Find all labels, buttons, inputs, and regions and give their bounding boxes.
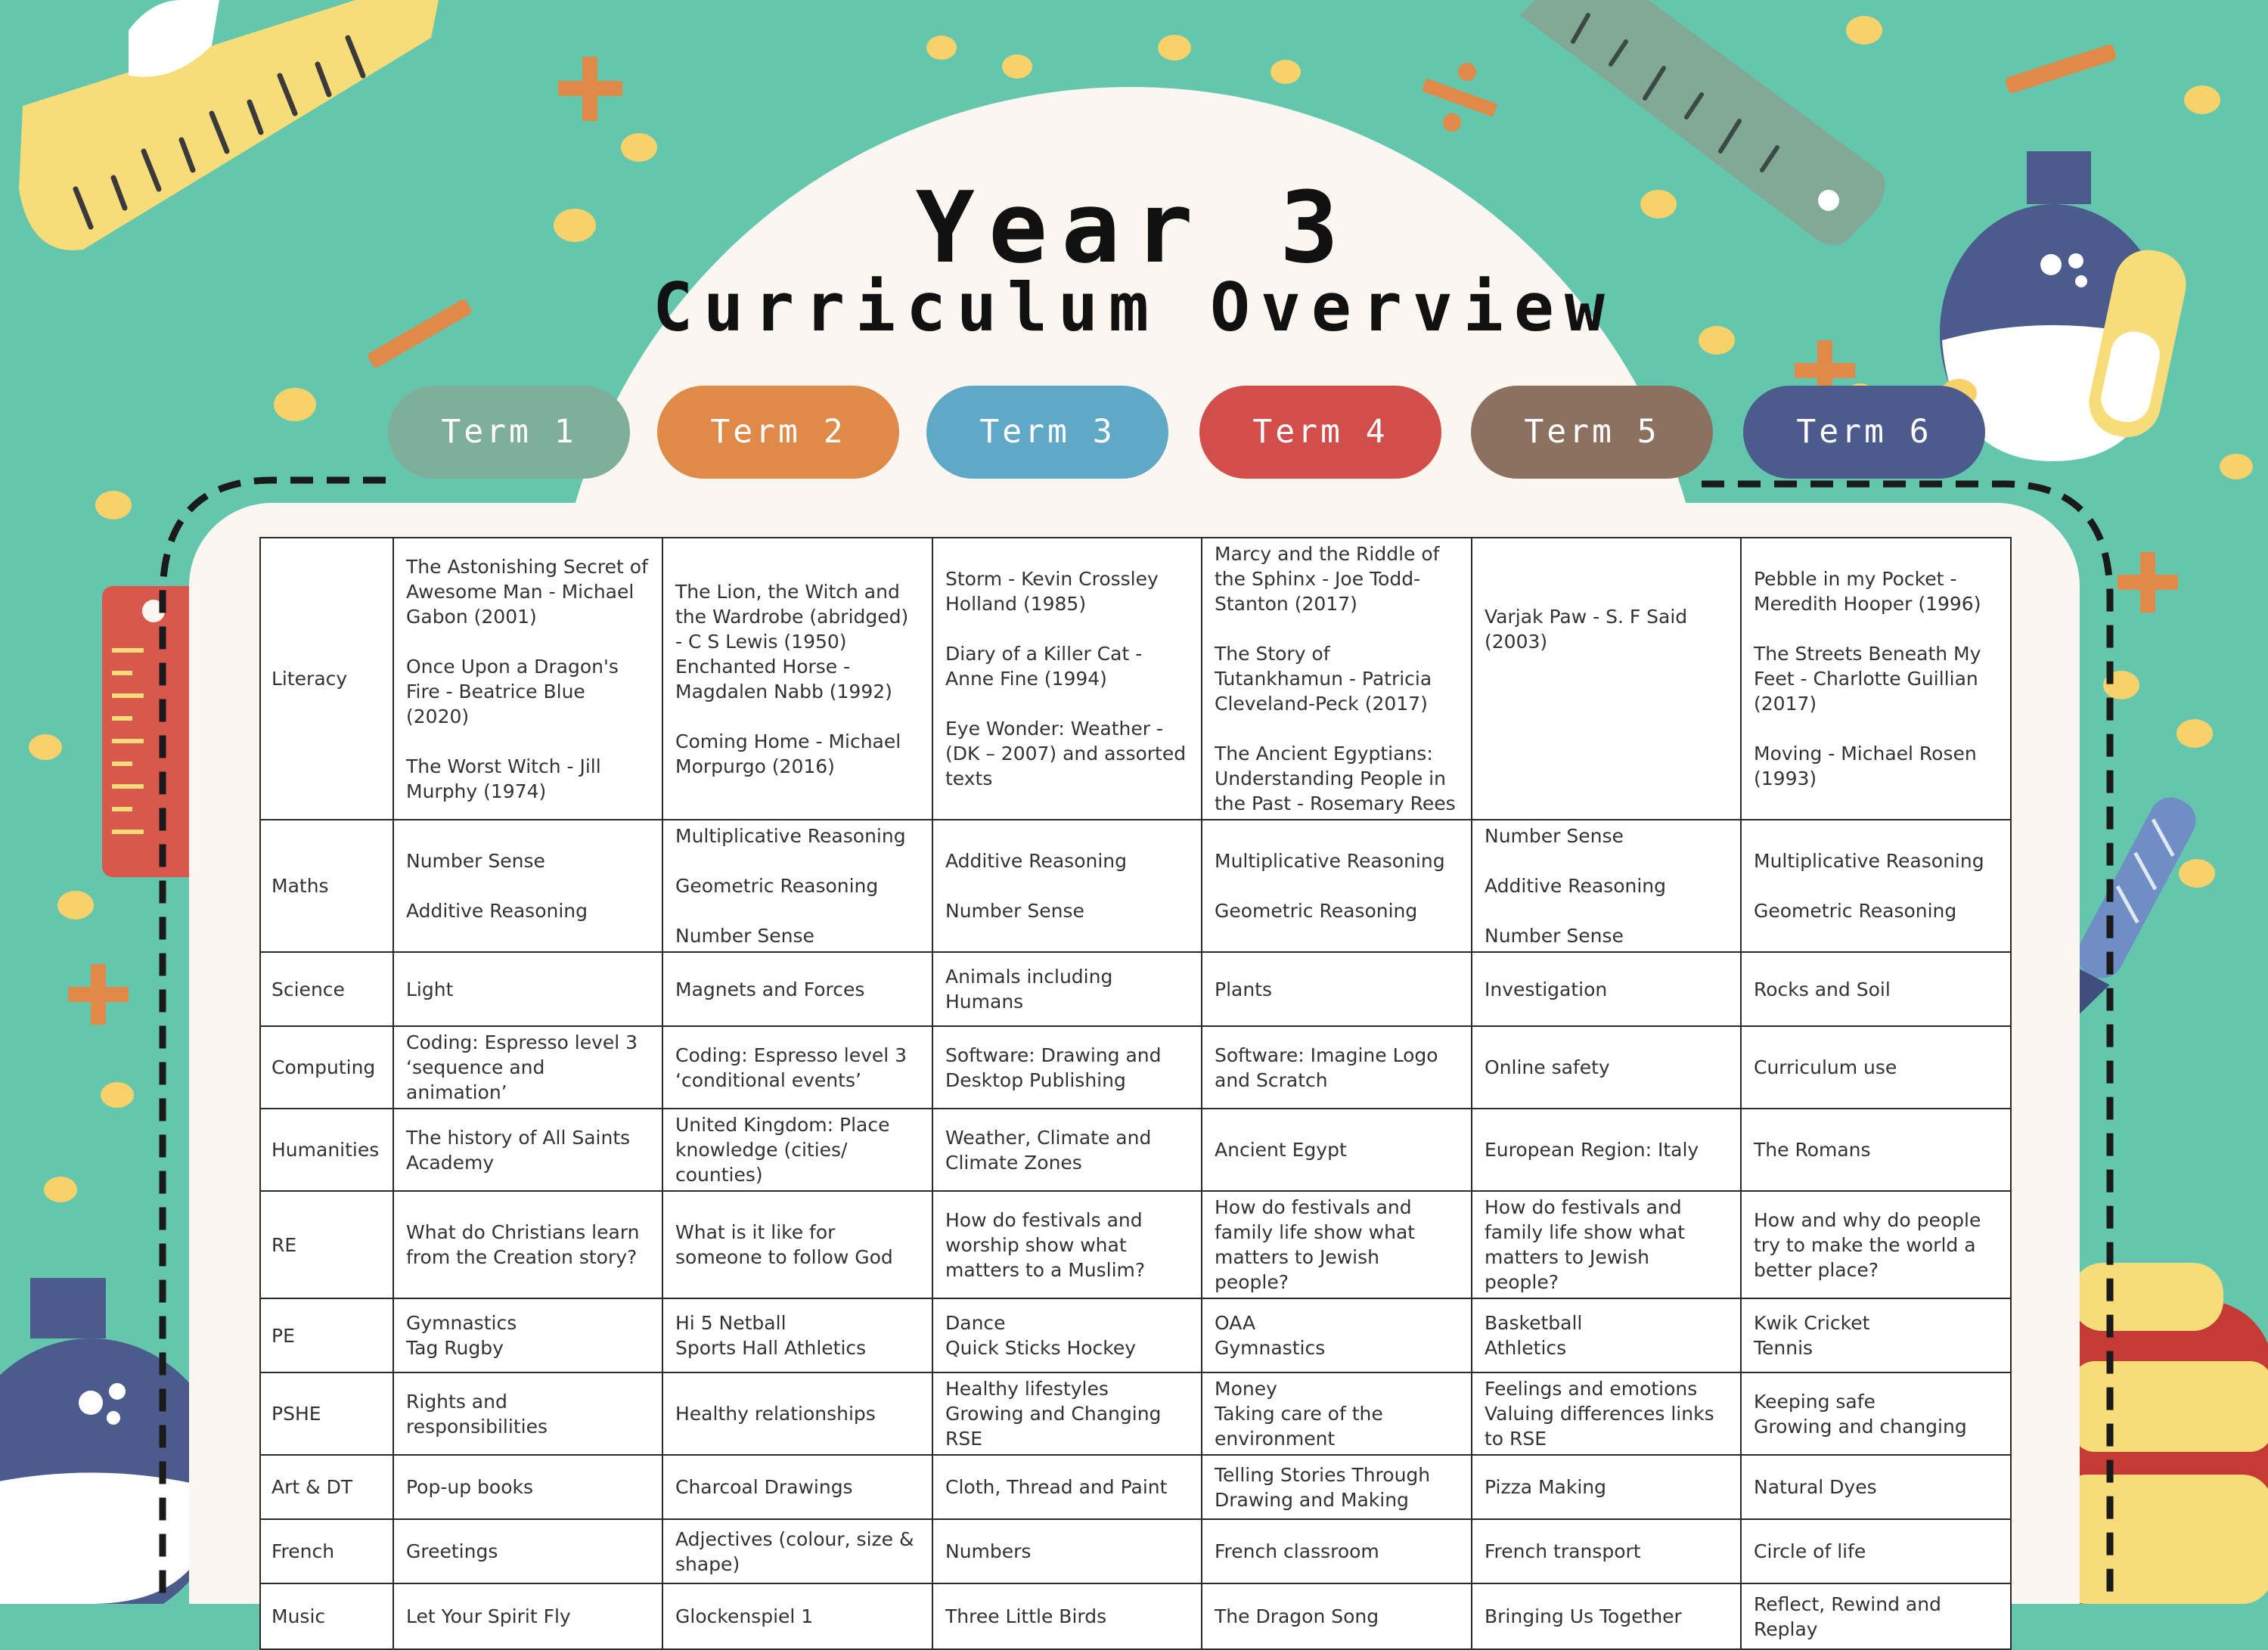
page-subtitle: Curriculum Overview (653, 268, 1615, 346)
curriculum-table (259, 537, 2012, 1650)
term-3-cell: Cloth, Thread and Paint (932, 1455, 1202, 1519)
term-5-pill: Term 5 (1471, 386, 1713, 479)
term-4-cell: Ancient Egypt (1202, 1109, 1472, 1191)
table-row (260, 1455, 2011, 1519)
subject-cell: Computing (260, 1026, 393, 1109)
term-4-cell: How do festivals and family life show what matters to Jewish people? (1202, 1191, 1472, 1298)
term-5-cell: Online safety (1472, 1026, 1741, 1109)
term-6-cell: Kwik Cricket Tennis (1741, 1298, 2011, 1372)
term-2-pill: Term 2 (657, 386, 899, 479)
term-4-cell: Plants (1202, 952, 1472, 1026)
table-row (260, 1583, 2011, 1649)
term-3-cell: How do festivals and worship show what matters to a Muslim? (932, 1191, 1202, 1298)
term-5-cell: French transport (1472, 1519, 1741, 1583)
term-2-cell: Adjectives (colour, size & shape) (662, 1519, 932, 1583)
term-1-cell: Gymnastics Tag Rugby (393, 1298, 662, 1372)
subject-cell: PSHE (260, 1372, 393, 1455)
term-6-cell: Keeping safe Growing and changing (1741, 1372, 2011, 1455)
subject-cell: Literacy (260, 538, 393, 820)
term-2-cell: Glockenspiel 1 (662, 1583, 932, 1649)
term-5-cell: European Region: Italy (1472, 1109, 1741, 1191)
term-1-cell: What do Christians learn from the Creation story? (393, 1191, 662, 1298)
subject-cell: French (260, 1519, 393, 1583)
term-6-cell: Reflect, Rewind and Replay (1741, 1583, 2011, 1649)
term-4-cell: French classroom (1202, 1519, 1472, 1583)
term-2-cell: Magnets and Forces (662, 952, 932, 1026)
term-1-cell: Coding: Espresso level 3 ‘sequence and animation’ (393, 1026, 662, 1109)
term-1-cell: Greetings (393, 1519, 662, 1583)
term-6-cell: Multiplicative Reasoning Geometric Reasoning (1741, 820, 2011, 952)
table-row (260, 1026, 2011, 1109)
table-row (260, 952, 2011, 1026)
term-3-cell: Storm - Kevin Crossley Holland (1985) Diary of a Killer Cat - Anne Fine (1994) Eye Wonder: Weather - (DK – 2007) and assorted texts (932, 538, 1202, 820)
term-5-cell: Varjak Paw - S. F Said (2003) (1472, 538, 1741, 820)
term-5-cell: Feelings and emotions Valuing differences links to RSE (1472, 1372, 1741, 1455)
term-1-cell: Rights and responsibilities (393, 1372, 662, 1455)
term-6-cell: Pebble in my Pocket - Meredith Hooper (1996) The Streets Beneath My Feet - Charlotte Guillian (2017) Moving - Michael Rosen (1993) (1741, 538, 2011, 820)
term-1-cell: Light (393, 952, 662, 1026)
subject-cell: Music (260, 1583, 393, 1649)
term-4-cell: The Dragon Song (1202, 1583, 1472, 1649)
term-3-pill: Term 3 (926, 386, 1168, 479)
term-2-cell: Healthy relationships (662, 1372, 932, 1455)
term-3-cell: Software: Drawing and Desktop Publishing (932, 1026, 1202, 1109)
term-2-cell: Coding: Espresso level 3 ‘conditional events’ (662, 1026, 932, 1109)
subject-cell: Art & DT (260, 1455, 393, 1519)
term-3-cell: Animals including Humans (932, 952, 1202, 1026)
term-1-cell: Let Your Spirit Fly (393, 1583, 662, 1649)
subject-cell: RE (260, 1191, 393, 1298)
term-4-pill: Term 4 (1199, 386, 1441, 479)
term-5-cell: Bringing Us Together (1472, 1583, 1741, 1649)
term-6-cell: How and why do people try to make the world a better place? (1741, 1191, 2011, 1298)
term-6-cell: Rocks and Soil (1741, 952, 2011, 1026)
table-row (260, 1372, 2011, 1455)
table-row (260, 538, 2011, 820)
subject-cell: Maths (260, 820, 393, 952)
term-1-pill: Term 1 (388, 386, 630, 479)
table-row (260, 820, 2011, 952)
term-2-cell: The Lion, the Witch and the Wardrobe (abridged) - C S Lewis (1950) Enchanted Horse - Magdalen Nabb (1992) Coming Home - Michael Morpurgo (2016) (662, 538, 932, 820)
term-1-cell: Pop-up books (393, 1455, 662, 1519)
term-6-cell: Curriculum use (1741, 1026, 2011, 1109)
term-1-cell: The Astonishing Secret of Awesome Man - Michael Gabon (2001) Once Upon a Dragon's Fire - Beatrice Blue (2020) The Worst Witch - Jill Murphy (1974) (393, 538, 662, 820)
table-row (260, 1519, 2011, 1583)
term-3-cell: Dance Quick Sticks Hockey (932, 1298, 1202, 1372)
term-2-cell: United Kingdom: Place knowledge (cities/ counties) (662, 1109, 932, 1191)
term-2-cell: Hi 5 Netball Sports Hall Athletics (662, 1298, 932, 1372)
term-5-cell: Pizza Making (1472, 1455, 1741, 1519)
term-2-cell: What is it like for someone to follow God (662, 1191, 932, 1298)
term-1-cell: Number Sense Additive Reasoning (393, 820, 662, 952)
term-4-cell: Marcy and the Riddle of the Sphinx - Joe Todd-Stanton (2017) The Story of Tutankhamun - Patricia Cleveland-Peck (2017) The Ancient Egyptians: Understanding People in the Past - Rosemary Rees (1202, 538, 1472, 820)
term-6-cell: The Romans (1741, 1109, 2011, 1191)
term-2-cell: Charcoal Drawings (662, 1455, 932, 1519)
term-5-cell: Investigation (1472, 952, 1741, 1026)
table-row (260, 1298, 2011, 1372)
term-6-pill: Term 6 (1743, 386, 1985, 479)
term-3-cell: Weather, Climate and Climate Zones (932, 1109, 1202, 1191)
term-header-bar (0, 386, 2268, 480)
term-3-cell: Additive Reasoning Number Sense (932, 820, 1202, 952)
table-row (260, 1109, 2011, 1191)
term-4-cell: Software: Imagine Logo and Scratch (1202, 1026, 1472, 1109)
term-3-cell: Healthy lifestyles Growing and Changing RSE (932, 1372, 1202, 1455)
table-body (260, 538, 2011, 1649)
term-5-cell: How do festivals and family life show what matters to Jewish people? (1472, 1191, 1741, 1298)
term-4-cell: Multiplicative Reasoning Geometric Reasoning (1202, 820, 1472, 952)
term-6-cell: Natural Dyes (1741, 1455, 2011, 1519)
subject-cell: PE (260, 1298, 393, 1372)
term-5-cell: Number Sense Additive Reasoning Number Sense (1472, 820, 1741, 952)
subject-cell: Humanities (260, 1109, 393, 1191)
term-3-cell: Three Little Birds (932, 1583, 1202, 1649)
table-row (260, 1191, 2011, 1298)
subject-cell: Science (260, 952, 393, 1026)
term-2-cell: Multiplicative Reasoning Geometric Reasoning Number Sense (662, 820, 932, 952)
term-4-cell: Telling Stories Through Drawing and Making (1202, 1455, 1472, 1519)
term-6-cell: Circle of life (1741, 1519, 2011, 1583)
term-5-cell: Basketball Athletics (1472, 1298, 1741, 1372)
term-3-cell: Numbers (932, 1519, 1202, 1583)
page-title: Year 3 (915, 170, 1353, 285)
term-4-cell: Money Taking care of the environment (1202, 1372, 1472, 1455)
term-4-cell: OAA Gymnastics (1202, 1298, 1472, 1372)
term-1-cell: The history of All Saints Academy (393, 1109, 662, 1191)
